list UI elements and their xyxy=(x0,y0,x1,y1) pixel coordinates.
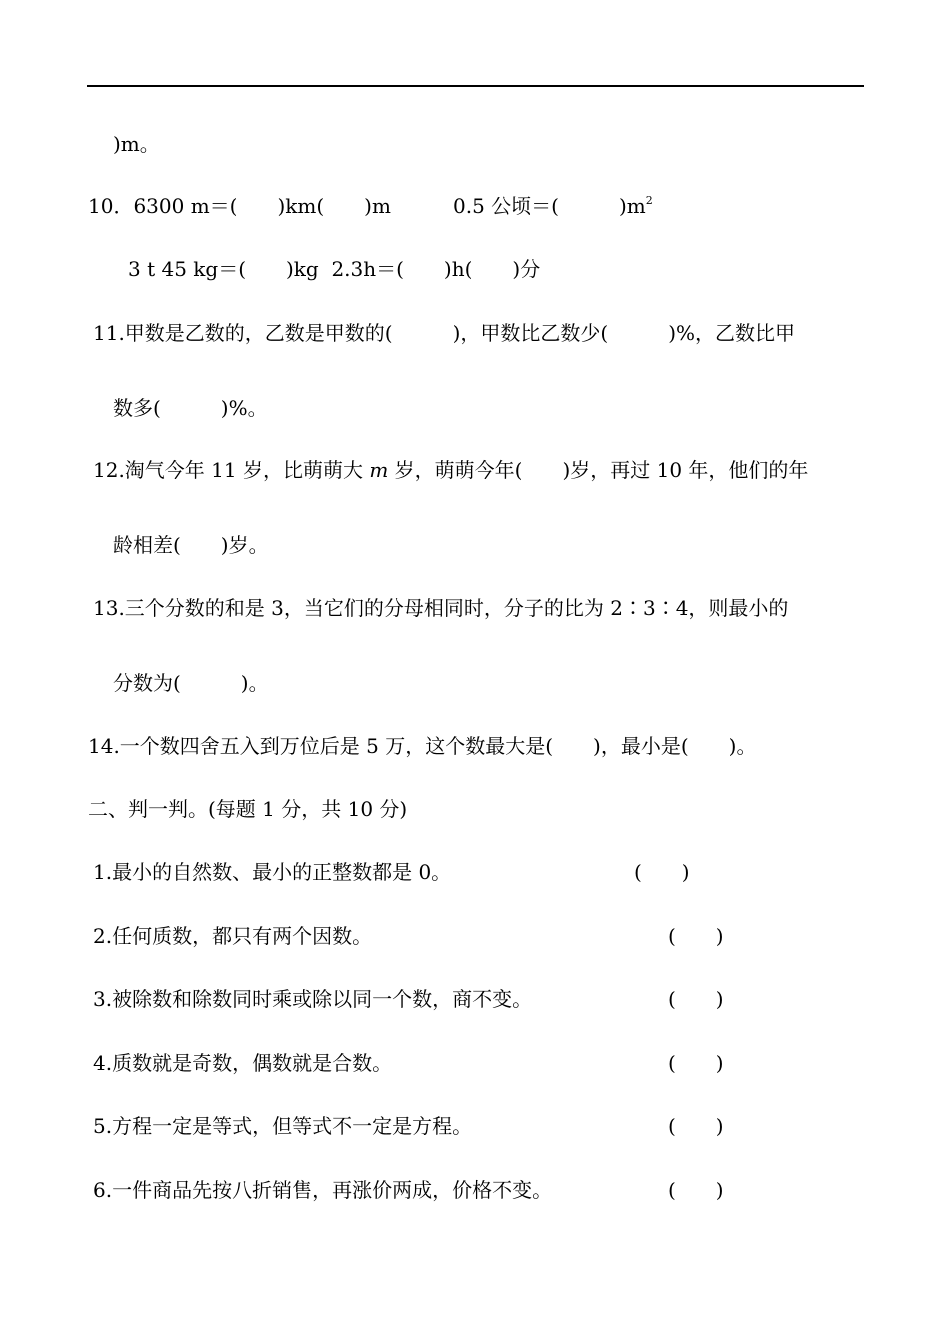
judge-item-4-text: 4.质数就是奇数，偶数就是合数。 xyxy=(93,1051,393,1075)
judge-item-6-text: 6.一件商品先按八折销售，再涨价两成，价格不变。 xyxy=(93,1178,553,1202)
q11-line2: 数多( )%。 xyxy=(113,396,268,420)
judge-item-5-text: 5.方程一定是等式，但等式不一定是方程。 xyxy=(93,1114,473,1138)
judge-item-3-text: 3.被除数和除数同时乘或除以同一个数，商不变。 xyxy=(93,987,533,1011)
q13-line2: 分数为( )。 xyxy=(113,671,269,695)
judge-item-2-bracket[interactable]: ( ) xyxy=(668,924,724,948)
q12-line1 xyxy=(93,457,808,483)
q10-line1-part2 xyxy=(453,193,653,219)
q14-line: 14.一个数四舍五入到万位后是 5 万，这个数最大是( )，最小是( )。 xyxy=(88,734,757,758)
q12-text-b: 岁，萌萌今年( )岁，再过 10 年，他们的年 xyxy=(388,458,809,482)
judge-item-3-bracket[interactable]: ( ) xyxy=(668,987,724,1011)
q10-line1-part1: 10．6300 m＝( )km( )m xyxy=(88,194,391,218)
q13-line1: 13.三个分数的和是 3，当它们的分母相同时，分子的比为 2∶3∶4，则最小的 xyxy=(93,596,789,620)
line-continuation: )m。 xyxy=(113,132,160,156)
judge-item-2-text: 2.任何质数，都只有两个因数。 xyxy=(93,924,373,948)
judge-item-5-bracket[interactable]: ( ) xyxy=(668,1114,724,1138)
header-rule xyxy=(87,85,864,87)
q12-text-a: 12.淘气今年 11 岁，比萌萌大 xyxy=(93,458,370,482)
q12-line2: 龄相差( )岁。 xyxy=(113,533,269,557)
judge-item-6-bracket[interactable]: ( ) xyxy=(668,1178,724,1202)
judge-item-1-text: 1.最小的自然数、最小的正整数都是 0。 xyxy=(93,860,452,884)
judge-item-1-bracket[interactable]: ( ) xyxy=(634,860,690,884)
q10-line2: 3 t 45 kg＝( )kg 2.3h＝( )h( )分 xyxy=(128,257,541,281)
q11-line1: 11.甲数是乙数的，乙数是甲数的( )，甲数比乙数少( )%，乙数比甲 xyxy=(93,321,796,345)
judge-item-4-bracket[interactable]: ( ) xyxy=(668,1051,724,1075)
q10-area-text: 0.5 公顷＝( )m xyxy=(453,194,646,218)
q10-superscript: 2 xyxy=(645,194,653,207)
q12-variable-m: m xyxy=(369,458,389,482)
section2-heading: 二、判一判。(每题 1 分，共 10 分) xyxy=(88,797,408,821)
